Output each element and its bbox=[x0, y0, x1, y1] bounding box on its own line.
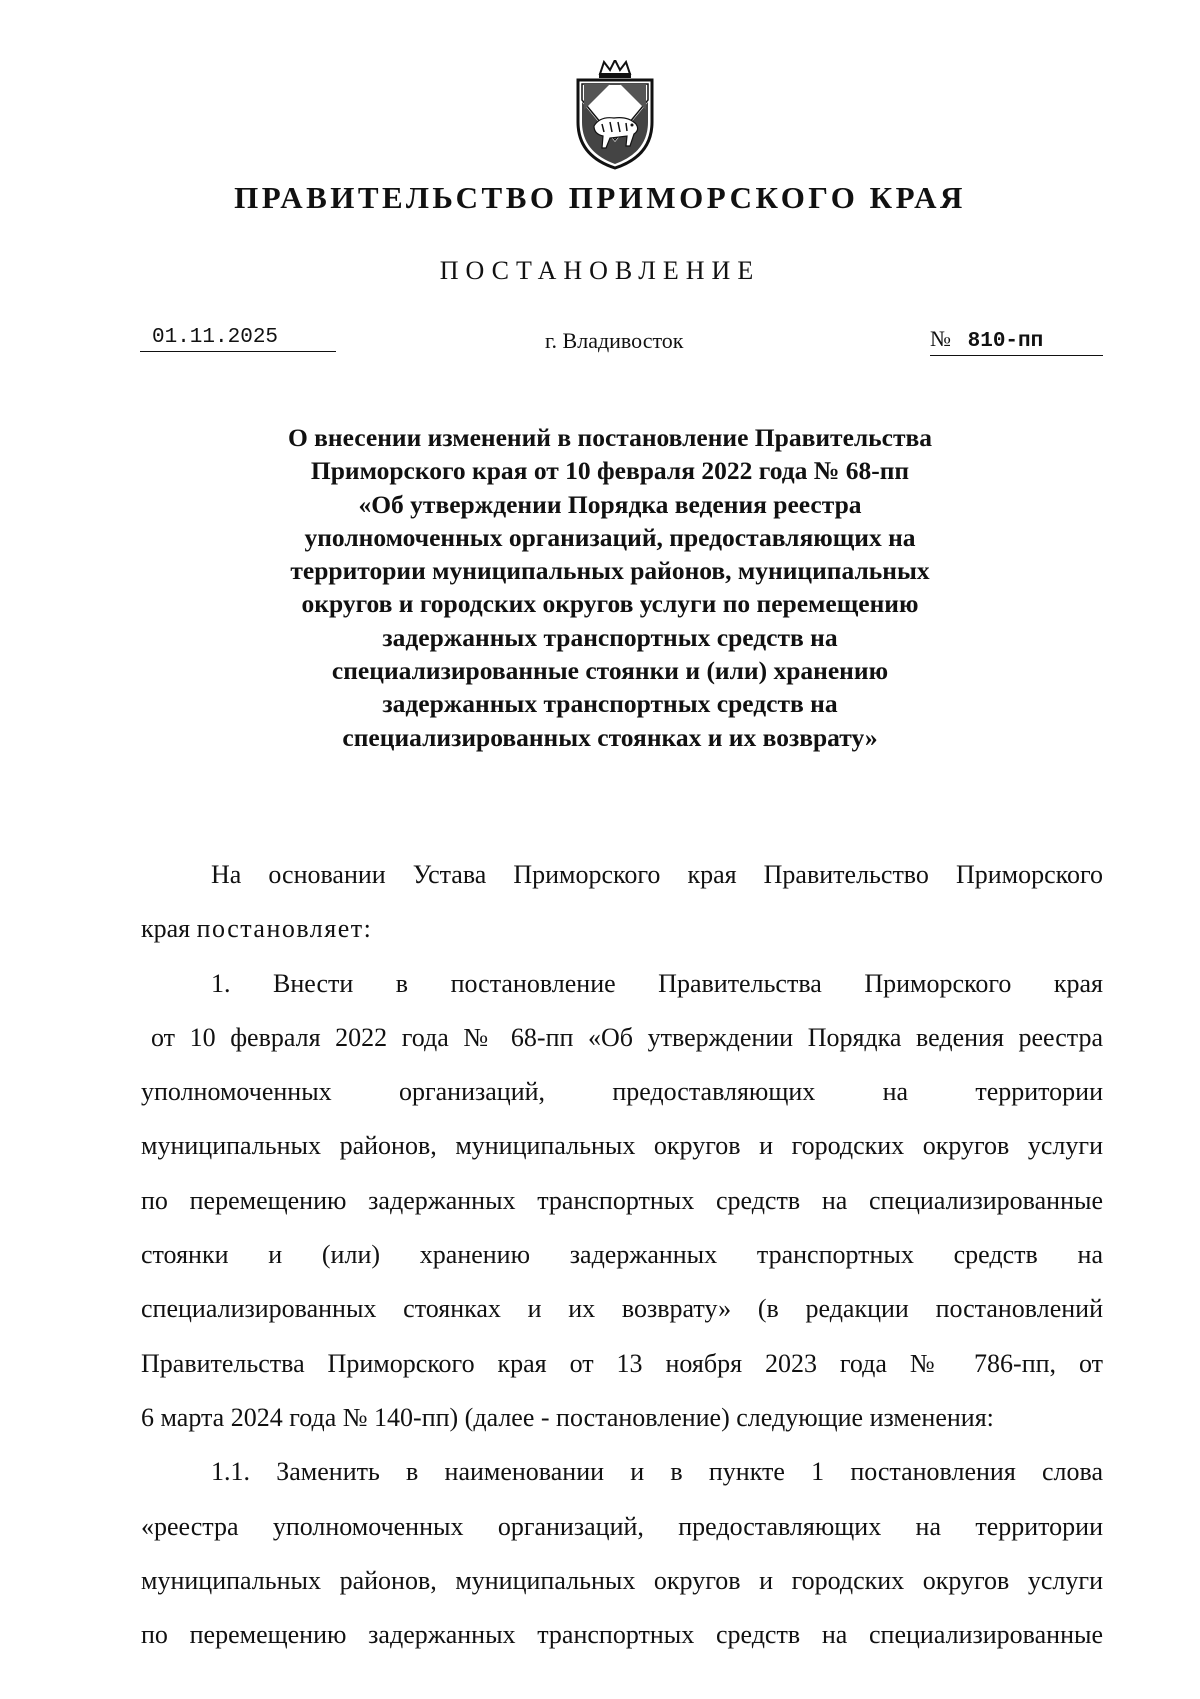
government-title: ПРАВИТЕЛЬСТВО ПРИМОРСКОГО КРАЯ bbox=[234, 180, 966, 215]
subject-line: «Об утверждении Порядка ведения реестра bbox=[358, 489, 862, 519]
item1-line: от 10 февраля 2022 года № 68-пп «Об утверждении Порядка ведения реестра bbox=[151, 1022, 1103, 1052]
item1-line: муниципальных районов, муниципальных округов и городских округов услуги bbox=[141, 1131, 1103, 1161]
document-date: 01.11.2025 bbox=[140, 326, 336, 352]
item1-line: 6 марта 2024 года № 140-пп) (далее - постановление) следующие изменения: bbox=[141, 1402, 994, 1432]
document-kind: ПОСТАНОВЛЕНИЕ bbox=[439, 256, 761, 285]
item1-line: стоянки и (или) хранению задержанных транспортных средств на bbox=[141, 1240, 1103, 1270]
item11-line: по перемещению задержанных транспортных средств на специализированные bbox=[141, 1620, 1103, 1650]
preamble-line bbox=[141, 902, 1103, 956]
preamble-resolves: постановляет: bbox=[196, 914, 373, 944]
subject-line: округов и городских округов услуги по перемещению bbox=[301, 589, 919, 619]
number-sign: № bbox=[930, 326, 951, 351]
item1-line: по перемещению задержанных транспортных средств на специализированные bbox=[141, 1185, 1103, 1215]
preamble-text: края bbox=[141, 914, 197, 944]
subject-line: задержанных транспортных средств на bbox=[382, 689, 838, 719]
document-city: г. Владивосток bbox=[545, 328, 684, 353]
subject-line: специализированные стоянки и (или) хранению bbox=[331, 656, 889, 686]
item1-line: 1. Внести в постановление Правительства Приморского края bbox=[211, 968, 1103, 998]
subject-line: О внесении изменений в постановление Правительства bbox=[287, 423, 933, 452]
item1-line: специализированных стоянках и их возврату» (в редакции постановлений bbox=[141, 1294, 1103, 1324]
item11-line: муниципальных районов, муниципальных округов и городских округов услуги bbox=[141, 1565, 1103, 1595]
document-subject bbox=[240, 421, 980, 754]
document-number bbox=[930, 326, 1103, 356]
subject-line: задержанных транспортных средств на bbox=[382, 622, 838, 652]
item1-line: уполномоченных организаций, предоставляющих на территории bbox=[141, 1077, 1103, 1107]
coat-of-arms-icon bbox=[570, 60, 660, 170]
item11-line: «реестра уполномоченных организаций, предоставляющих на территории bbox=[141, 1511, 1103, 1541]
subject-line: территории муниципальных районов, муниципальных bbox=[290, 556, 930, 586]
document-body bbox=[141, 848, 1103, 1662]
item11-line: 1.1. Заменить в наименовании и в пункте 1 постановления слова bbox=[211, 1457, 1103, 1487]
subject-line: уполномоченных организаций, предоставляющих на bbox=[304, 522, 916, 552]
number-value: 810-пп bbox=[967, 330, 1044, 353]
subject-line: специализированных стоянках и их возврату» bbox=[342, 722, 878, 752]
item1-line: Правительства Приморского края от 13 ноября 2023 года № 786-пп, от bbox=[141, 1348, 1103, 1378]
subject-line: Приморского края от 10 февраля 2022 года № 68-пп bbox=[310, 456, 910, 486]
preamble-line: На основании Устава Приморского края Правительство Приморского bbox=[211, 860, 1103, 889]
